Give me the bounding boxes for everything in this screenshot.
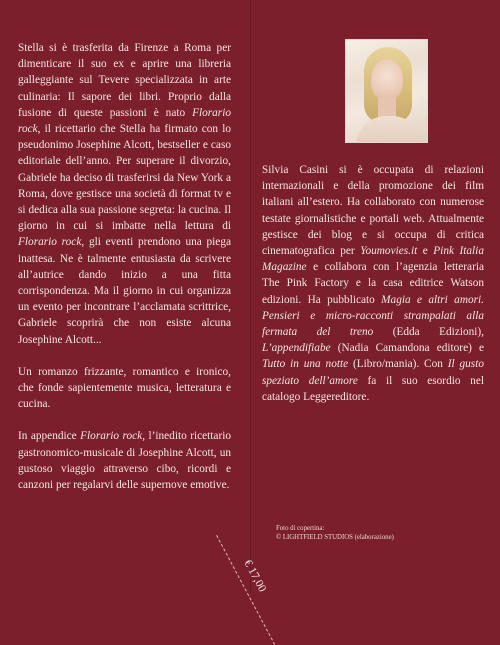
book-title-ref: Florario rock: [18, 106, 231, 136]
price-label: € 17,00: [241, 558, 269, 595]
synopsis-flap: [18, 40, 231, 493]
author-bio-flap: [262, 162, 484, 405]
book-title-ref: Florario rock: [18, 236, 82, 249]
photo-credit: Foto di copertina: © LIGHTFIELD STUDIOS (elaborazione): [276, 525, 394, 541]
author-photo: [345, 39, 428, 143]
author-bio: Silvia Casini si è occupata di relazioni internazionali e della promozione dei film italiani all’estero. Ha collaborato con numerose testate giornalistiche e portali web. Attualmente gestisce dei blog e si occupa di critica cinematografica per Youmovies.it e Pink Italia Magazine e collabora con l’agenzia letteraria The Pink Factory e la casa editrice Watson edizioni. Ha pubblicato Magia e altri amori. Pensieri e micro-racconti strampalati alla fermata del treno (Edda Edizioni), L’appendifiabe (Nadia Camandona editore) e Tutto in una notte (Libro/mania). Con Il gusto speziato dell’amore fa il suo esordio nel catalogo Leggereditore.: [262, 164, 484, 403]
synopsis-paragraph-3: In appendice Florario rock, l’inedito ricettario gastronomico-musicale di Josephine Alcott, un gustoso viaggio attraverso cibo, ricordi e canzoni per regalarvi delle supernove emotive.: [18, 430, 231, 492]
fold-line: [250, 0, 251, 593]
synopsis-paragraph-1: Stella si è trasferita da Firenze a Roma per dimenticare il suo ex e aprire una libreria galleggiante sul Tevere specializzata in arte culinaria: Il sapore dei libri. Proprio dalla fusione di queste passioni è nato Florario rock, il ricettario che Stella ha firmato con lo pseudonimo Josephine Alcott, bestseller e caso editoriale dell’anno. Per superare il divorzio, Gabriele ha deciso di trasferirsi da New York a Roma, dove gestisce una società di format tv e si dedica alla sua passione segreta: la cucina. Il giorno in cui si imbatte nella lettura di Florario rock, gli eventi prendono una piega inattesa. Ne è talmente entusiasta da scrivere all’autrice dando inizio a una fitta corrispondenza. Ma il giorno in cui organizza un evento per incontrare l’acclamata scrittrice, Gabriele scoprirà che non esiste alcuna Josephine Alcott...: [18, 42, 231, 346]
book-title-ref: Florario rock: [80, 430, 143, 443]
synopsis-paragraph-2: Un romanzo frizzante, romantico e ironico, che fonde sapientemente musica, letteratura e cucina.: [18, 365, 231, 411]
